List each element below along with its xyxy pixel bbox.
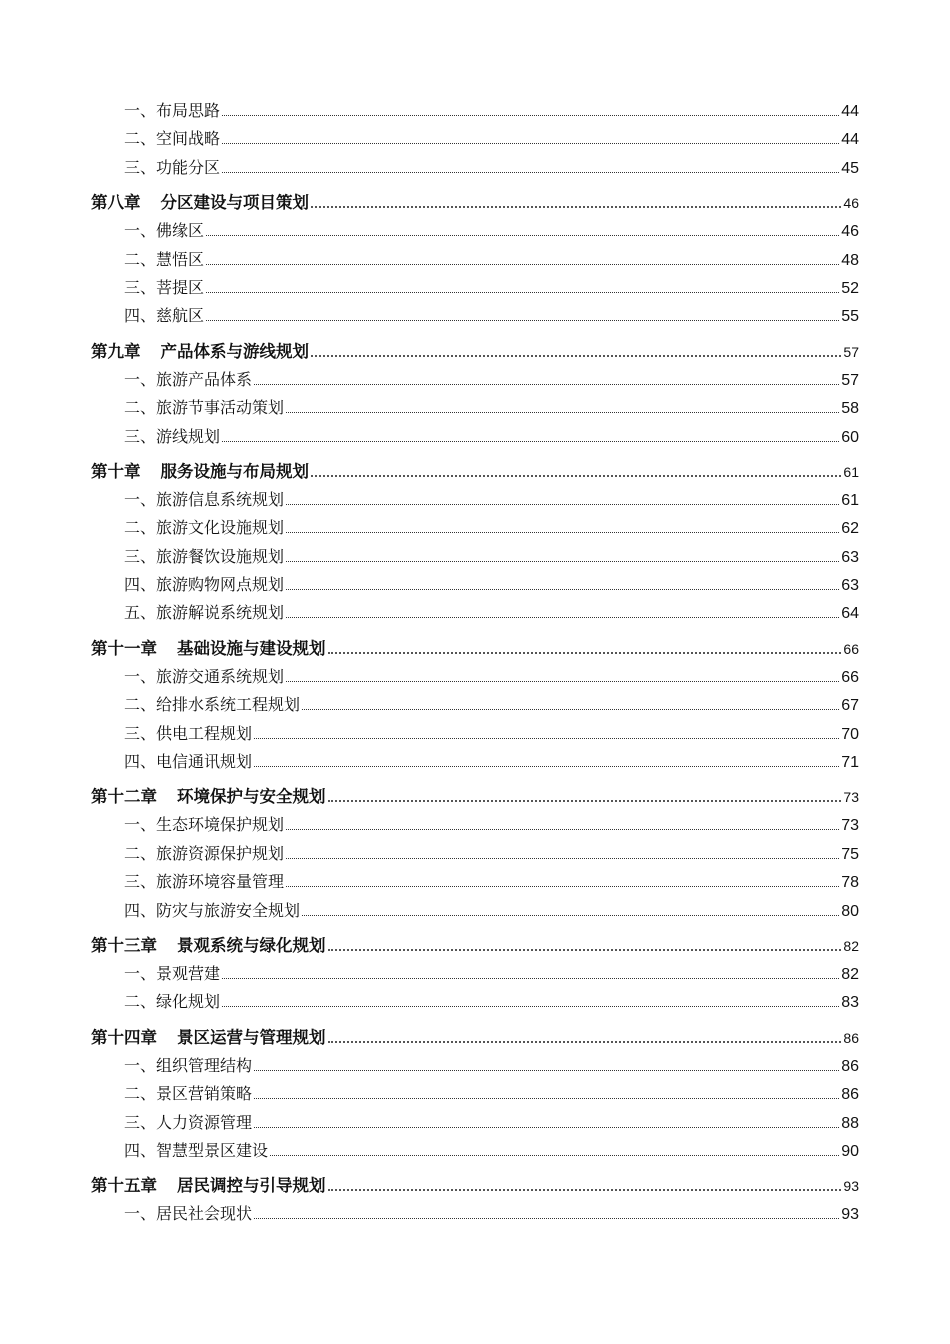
toc-chapter-number: 第十五章 xyxy=(91,1176,157,1196)
toc-section-label: 四、防灾与旅游安全规划 xyxy=(124,900,301,920)
toc-chapter-label: 产品体系与游线规划 xyxy=(160,341,309,361)
toc-section-label: 二、给排水系统工程规划 xyxy=(124,695,301,715)
toc-page-number: 57 xyxy=(841,371,859,389)
dot-leader xyxy=(328,643,842,654)
dot-leader xyxy=(286,608,839,619)
toc-chapter-number: 第八章 xyxy=(91,193,141,213)
toc-page-number: 63 xyxy=(841,577,859,595)
toc-chapter-title xyxy=(91,635,326,659)
toc-page-number: 83 xyxy=(841,994,859,1012)
dot-leader xyxy=(286,494,839,505)
toc-chapter-number: 第十一章 xyxy=(91,638,157,658)
toc-chapter-entry[interactable] xyxy=(91,458,859,487)
dot-leader xyxy=(222,968,839,979)
toc-section-entry[interactable] xyxy=(91,1081,859,1109)
toc-chapter-label: 环境保护与安全规划 xyxy=(177,787,326,807)
toc-section-entry[interactable] xyxy=(91,989,859,1017)
toc-chapter-label: 分区建设与项目策划 xyxy=(160,193,309,213)
toc-page-number: 73 xyxy=(843,789,859,806)
dot-leader xyxy=(328,940,842,951)
toc-chapter-entry[interactable] xyxy=(91,932,859,961)
toc-page-number: 61 xyxy=(843,463,859,480)
toc-page-number: 75 xyxy=(841,845,859,863)
dot-leader xyxy=(254,374,839,385)
toc-section-entry[interactable] xyxy=(91,515,859,543)
toc-page-number: 86 xyxy=(843,1029,859,1046)
toc-page-number: 46 xyxy=(841,223,859,241)
toc-chapter-title xyxy=(91,338,309,362)
toc-chapter-entry[interactable] xyxy=(91,189,859,218)
dot-leader xyxy=(328,1032,842,1043)
toc-section-entry[interactable] xyxy=(91,424,859,452)
toc-chapter-title xyxy=(91,1172,326,1196)
dot-leader xyxy=(286,522,839,533)
toc-page-number: 73 xyxy=(841,817,859,835)
dot-leader xyxy=(206,254,839,265)
toc-page-number: 57 xyxy=(843,343,859,360)
toc-section-entry[interactable] xyxy=(91,961,859,989)
toc-section-entry[interactable] xyxy=(91,721,859,749)
toc-page-number: 44 xyxy=(841,103,859,120)
toc-chapter-number: 第十三章 xyxy=(91,935,157,955)
toc-section-entry[interactable] xyxy=(91,487,859,515)
dot-leader xyxy=(286,579,839,590)
toc-section-entry[interactable] xyxy=(91,367,859,395)
dot-leader xyxy=(206,225,839,236)
toc-page-number: 66 xyxy=(843,640,859,657)
toc-page-number: 82 xyxy=(841,965,859,983)
dot-leader xyxy=(286,551,839,562)
toc-section-entry[interactable] xyxy=(91,1110,859,1138)
toc-page-number: 80 xyxy=(841,902,859,920)
toc-chapter-title xyxy=(91,189,309,213)
toc-chapter-number: 第十四章 xyxy=(91,1027,157,1047)
toc-section-entry[interactable] xyxy=(91,572,859,600)
toc-page-number: 67 xyxy=(841,697,859,715)
dot-leader xyxy=(286,876,839,887)
dot-leader xyxy=(311,197,841,208)
toc-chapter-entry[interactable] xyxy=(91,1172,859,1201)
toc-section-entry[interactable] xyxy=(91,869,859,897)
toc-chapter-label: 基础设施与建设规划 xyxy=(177,638,326,658)
toc-section-label: 一、旅游交通系统规划 xyxy=(124,666,285,686)
toc-page-number: 86 xyxy=(841,1057,859,1075)
toc-section-label: 二、绿化规划 xyxy=(124,992,221,1012)
toc-section-entry[interactable] xyxy=(91,1138,859,1166)
toc-page-number: 46 xyxy=(843,195,859,212)
toc-page-number: 62 xyxy=(841,520,859,538)
toc-chapter-label: 居民调控与引导规划 xyxy=(177,1176,326,1196)
dot-leader xyxy=(206,310,839,321)
dot-leader xyxy=(254,756,839,767)
table-of-contents xyxy=(91,98,859,1230)
toc-page-number: 44 xyxy=(841,131,859,149)
dot-leader xyxy=(254,1060,839,1071)
toc-page-number: 58 xyxy=(841,400,859,418)
dot-leader xyxy=(286,848,839,859)
toc-chapter-label: 景观系统与绿化规划 xyxy=(177,935,326,955)
toc-chapter-number: 第十章 xyxy=(91,461,141,481)
dot-leader xyxy=(222,133,839,144)
toc-page-number: 90 xyxy=(841,1142,859,1160)
toc-page-number: 45 xyxy=(841,159,859,177)
toc-section-label: 三、旅游环境容量管理 xyxy=(124,872,285,892)
toc-section-label: 二、旅游资源保护规划 xyxy=(124,843,285,863)
dot-leader xyxy=(254,1208,839,1219)
toc-chapter-entry[interactable] xyxy=(91,338,859,367)
toc-section-entry[interactable] xyxy=(91,155,859,183)
toc-page-number: 48 xyxy=(841,251,859,269)
toc-section-entry[interactable] xyxy=(91,1201,859,1229)
toc-chapter-entry[interactable] xyxy=(91,635,859,664)
toc-chapter-title xyxy=(91,932,326,956)
toc-section-entry[interactable] xyxy=(91,275,859,303)
toc-page-number: 93 xyxy=(841,1206,859,1224)
toc-section-label: 五、旅游解说系统规划 xyxy=(124,603,285,623)
dot-leader xyxy=(311,466,841,477)
toc-page-number: 61 xyxy=(841,491,859,509)
dot-leader xyxy=(254,1088,839,1099)
toc-section-label: 二、景区营销策略 xyxy=(124,1084,253,1104)
toc-chapter-number: 第九章 xyxy=(91,341,141,361)
toc-page-number: 55 xyxy=(841,308,859,326)
toc-section-label: 四、智慧型景区建设 xyxy=(124,1140,269,1160)
toc-chapter-entry[interactable] xyxy=(91,783,859,812)
toc-section-label: 二、空间战略 xyxy=(124,129,221,149)
toc-chapter-entry[interactable] xyxy=(91,1024,859,1053)
dot-leader xyxy=(302,905,839,916)
toc-page-number: 64 xyxy=(841,605,859,623)
toc-section-label: 二、旅游节事活动策划 xyxy=(124,398,285,418)
toc-section-entry[interactable] xyxy=(91,98,859,126)
toc-section-label: 一、布局思路 xyxy=(124,101,221,120)
toc-section-label: 四、旅游购物网点规划 xyxy=(124,575,285,595)
toc-section-label: 二、慧悟区 xyxy=(124,249,205,269)
toc-chapter-title xyxy=(91,783,326,807)
toc-page-number: 70 xyxy=(841,725,859,743)
dot-leader xyxy=(270,1145,839,1156)
toc-section-label: 四、慈航区 xyxy=(124,306,205,326)
toc-section-entry[interactable] xyxy=(91,664,859,692)
toc-section-entry[interactable] xyxy=(91,841,859,869)
toc-section-entry[interactable] xyxy=(91,1053,859,1081)
toc-section-label: 三、供电工程规划 xyxy=(124,723,253,743)
toc-section-label: 三、人力资源管理 xyxy=(124,1112,253,1132)
toc-section-label: 三、旅游餐饮设施规划 xyxy=(124,546,285,566)
toc-page-number: 60 xyxy=(841,428,859,446)
toc-section-entry[interactable] xyxy=(91,395,859,423)
toc-chapter-title xyxy=(91,1024,326,1048)
dot-leader xyxy=(222,105,839,116)
dot-leader xyxy=(286,671,839,682)
dot-leader xyxy=(328,791,842,802)
toc-section-label: 一、居民社会现状 xyxy=(124,1204,253,1224)
toc-section-entry[interactable] xyxy=(91,812,859,840)
toc-section-entry[interactable] xyxy=(91,303,859,331)
toc-section-label: 一、生态环境保护规划 xyxy=(124,815,285,835)
toc-section-label: 三、菩提区 xyxy=(124,277,205,297)
toc-page-number: 63 xyxy=(841,548,859,566)
toc-section-label: 一、旅游信息系统规划 xyxy=(124,489,285,509)
toc-section-label: 二、旅游文化设施规划 xyxy=(124,518,285,538)
dot-leader xyxy=(311,346,841,357)
dot-leader xyxy=(254,728,839,739)
dot-leader xyxy=(206,282,839,293)
toc-section-entry[interactable] xyxy=(91,749,859,777)
toc-section-entry[interactable] xyxy=(91,247,859,275)
dot-leader xyxy=(222,162,839,173)
toc-section-entry[interactable] xyxy=(91,600,859,628)
dot-leader xyxy=(222,431,839,442)
toc-section-label: 一、佛缘区 xyxy=(124,221,205,241)
toc-page-number: 66 xyxy=(841,668,859,686)
toc-section-entry[interactable] xyxy=(91,692,859,720)
toc-section-entry[interactable] xyxy=(91,218,859,246)
toc-page-number: 93 xyxy=(843,1178,859,1195)
toc-page-number: 71 xyxy=(841,754,859,772)
dot-leader xyxy=(302,699,839,710)
toc-section-label: 四、电信通讯规划 xyxy=(124,752,253,772)
toc-chapter-number: 第十二章 xyxy=(91,787,157,807)
toc-page-number: 88 xyxy=(841,1114,859,1132)
toc-page-number: 86 xyxy=(841,1086,859,1104)
dot-leader xyxy=(254,1117,839,1128)
toc-section-entry[interactable] xyxy=(91,126,859,154)
toc-page-number: 78 xyxy=(841,874,859,892)
toc-section-label: 一、旅游产品体系 xyxy=(124,369,253,389)
toc-section-label: 三、游线规划 xyxy=(124,426,221,446)
dot-leader xyxy=(328,1180,842,1191)
dot-leader xyxy=(286,402,839,413)
toc-page-number: 82 xyxy=(843,937,859,954)
toc-chapter-label: 景区运营与管理规划 xyxy=(177,1027,326,1047)
toc-section-label: 三、功能分区 xyxy=(124,157,221,177)
toc-section-label: 一、景观营建 xyxy=(124,963,221,983)
toc-section-label: 一、组织管理结构 xyxy=(124,1055,253,1075)
toc-chapter-label: 服务设施与布局规划 xyxy=(160,461,309,481)
toc-section-entry[interactable] xyxy=(91,544,859,572)
toc-section-entry[interactable] xyxy=(91,898,859,926)
toc-chapter-title xyxy=(91,458,309,482)
dot-leader xyxy=(222,996,839,1007)
dot-leader xyxy=(286,820,839,831)
toc-page-number: 52 xyxy=(841,279,859,297)
